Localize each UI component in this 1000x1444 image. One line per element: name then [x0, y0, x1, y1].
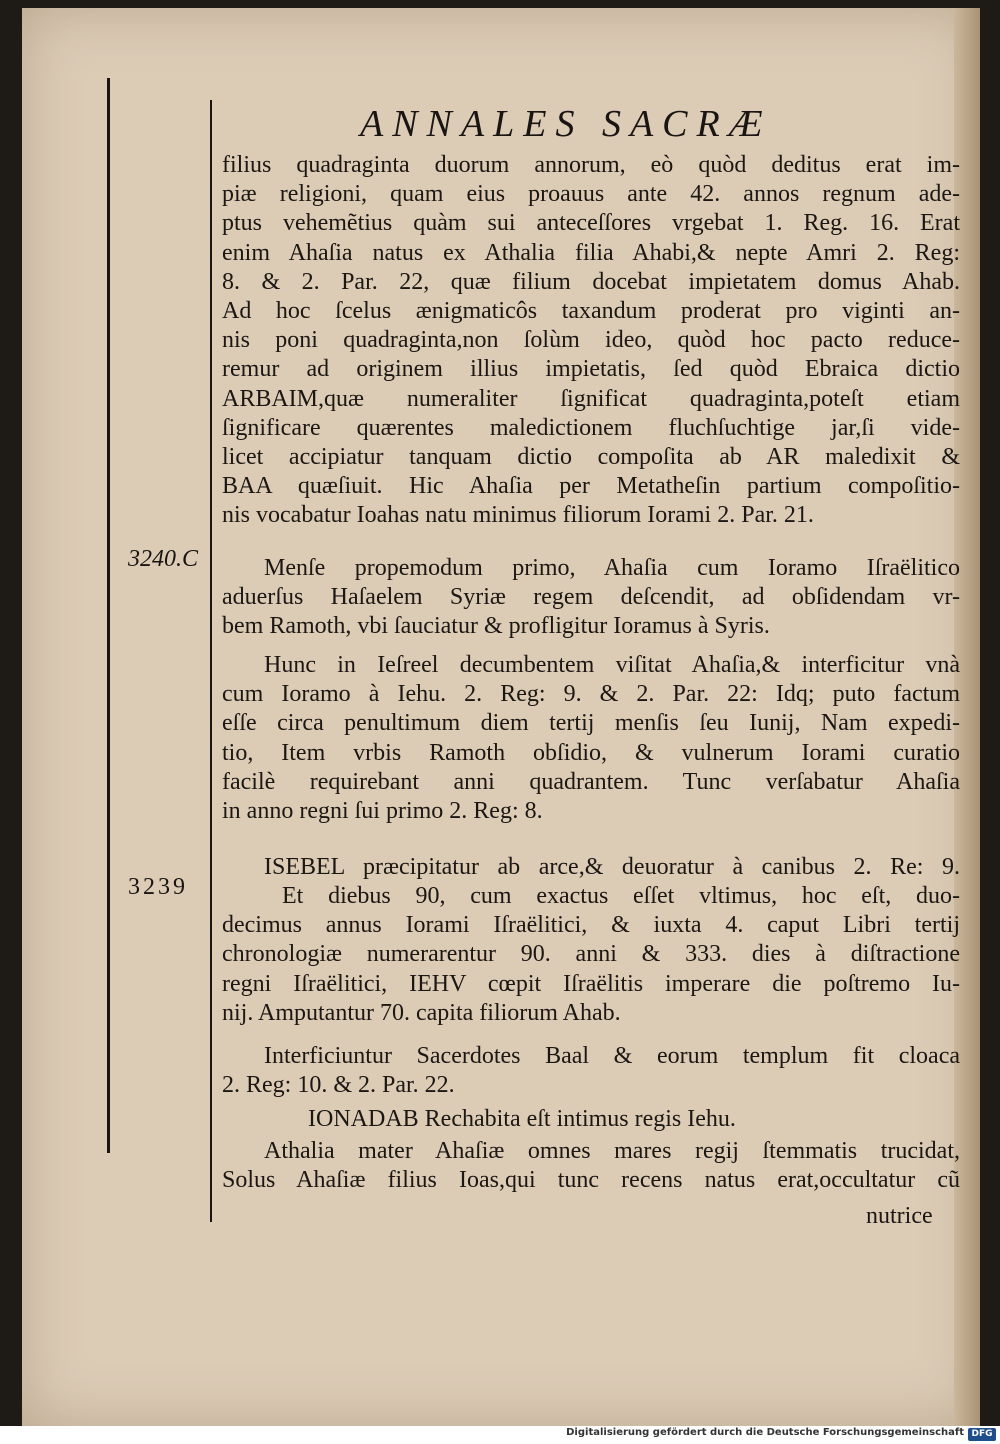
margin-year-note: 3240.C — [128, 546, 199, 572]
text-line: ISEBEL præcipitatur ab arce,& deuoratur à canibus 2. Re: 9. — [264, 854, 960, 880]
text-line: Menſe propemodum primo, Ahaſia cum Ioramo Iſraëlitico — [264, 555, 960, 581]
margin-year-note: 3239 — [128, 874, 188, 900]
paragraph — [222, 554, 960, 642]
margin-rule-inner — [210, 100, 212, 1222]
text-line: nij. Amputantur 70. capita filiorum Ahab. — [222, 999, 621, 1026]
text-line: 8. & 2. Par. 22, quæ filium docebat impietatem domus Ahab. — [222, 268, 960, 295]
catchword: nutrice — [866, 1203, 933, 1229]
text-line: nis poni quadraginta,non ſolùm ideo, quòd hoc pacto reduce- — [222, 327, 960, 354]
text-line: ſignificare quærentes maledictionem fluchſuchtige jar,ſi vide- — [222, 414, 960, 441]
text-line: filius quadraginta duorum annorum, eò quòd deditus erat im- — [222, 152, 960, 178]
text-line: remur ad originem illius impietatis, ſed quòd Ebraica dictio — [222, 356, 960, 383]
running-title: ANNALES SACRÆ — [360, 103, 772, 145]
text-line: in anno regni ſui primo 2. Reg: 8. — [222, 798, 543, 825]
paragraph — [222, 882, 960, 1028]
text-line: Interficiuntur Sacerdotes Baal & eorum templum fit cloaca — [264, 1043, 960, 1069]
text-line: 2. Reg: 10. & 2. Par. 22. — [222, 1072, 455, 1099]
dfg-logo: DFG — [968, 1428, 996, 1441]
text-line: aduerſus Haſaelem Syriæ regem deſcendit, ad obſidendam vr- — [222, 584, 960, 611]
text-line: tio, Item vrbis Ramoth obſidio, & vulnerum Iorami curatio — [222, 739, 960, 766]
text-line: ARBAIM,quæ numeraliter ſignificat quadraginta,poteſt etiam — [222, 385, 960, 412]
paragraph — [222, 651, 960, 826]
paragraph — [222, 1137, 960, 1195]
text-line: decimus annus Iorami Iſraëlitici, & iuxta 4. caput Libri tertij — [222, 912, 960, 939]
text-line: Et diebus 90, cum exactus eſſet vltimus, hoc eſt, duo- — [282, 883, 960, 909]
text-line: facilè requirebant anni quadrantem. Tunc verſabatur Ahaſia — [222, 768, 960, 795]
paragraph — [222, 853, 960, 882]
text-line: Athalia mater Ahaſiæ omnes mares regij ſtemmatis trucidat, — [264, 1138, 960, 1164]
text-line: licet accipiatur tanquam dictio compoſita ab AR maledixit & — [222, 444, 960, 471]
text-line: BAA quæſiuit. Hic Ahaſia per Metatheſin partium compoſitio- — [222, 473, 960, 500]
text-line: regni Iſraëlitici, IEHV cœpit Iſraëlitis imperare die poſtremo Iu- — [222, 970, 960, 997]
paragraph — [222, 151, 960, 531]
text-line: cum Ioramo à Iehu. 2. Reg: 9. & 2. Par. 22: Idq; puto factum — [222, 681, 960, 708]
funding-notice: Digitalisierung gefördert durch die Deutsche Forschungsgemeinschaft — [566, 1427, 964, 1438]
text-line: piæ religioni, quam eius proauus ante 42. annos regnum ade- — [222, 181, 960, 208]
paragraph — [222, 1042, 960, 1100]
text-line: eſſe circa penultimum diem tertij menſis ſeu Iunij, Nam expedi- — [222, 710, 960, 737]
text-line: Solus Ahaſiæ filius Ioas,qui tunc recens natus erat,occultatur cũ — [222, 1167, 960, 1194]
margin-rule-outer — [107, 78, 110, 1153]
footer-bar — [0, 1426, 1000, 1444]
text-line: IONADAB Rechabita eſt intimus regis Iehu. — [308, 1106, 736, 1132]
text-line: Ad hoc ſcelus ænigmaticôs taxandum proderat pro viginti an- — [222, 298, 960, 325]
paragraph — [222, 1105, 960, 1134]
text-line: nis vocabatur Ioahas natu minimus filiorum Iorami 2. Par. 21. — [222, 502, 814, 529]
text-line: enim Ahaſia natus ex Athalia filia Ahabi,& nepte Amri 2. Reg: — [222, 239, 960, 266]
text-line: bem Ramoth, vbi ſauciatur & profligitur Ioramus à Syris. — [222, 613, 770, 640]
text-line: chronologiæ numerarentur 90. anni & 333. dies à diſtractione — [222, 941, 960, 968]
text-line: ptus vehemẽtius quàm sui anteceſſores vrgebat 1. Reg. 16. Erat — [222, 210, 960, 237]
text-line: Hunc in Ieſreel decumbentem viſitat Ahaſia,& interficitur vnà — [264, 652, 960, 678]
